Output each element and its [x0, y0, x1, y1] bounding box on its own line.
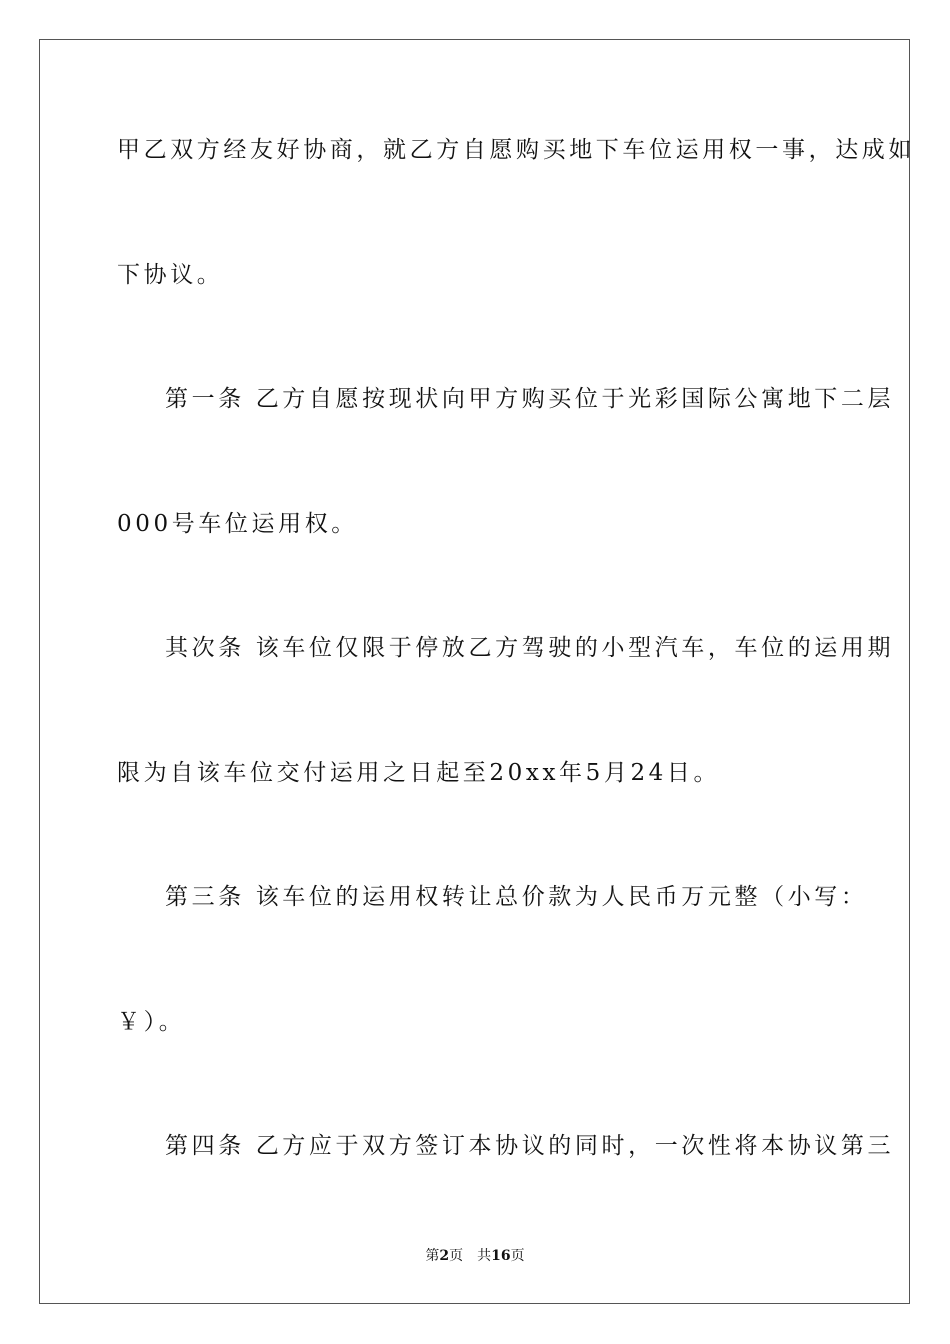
page-number: 2 — [439, 1248, 450, 1264]
total-pages-indicator: 共16页 — [477, 1248, 525, 1264]
paragraph-line: 下协议。 — [117, 262, 224, 288]
page-footer — [0, 1246, 950, 1266]
article-2-line: 其次条 该车位仅限于停放乙方驾驶的小型汽车，车位的运用期 — [165, 635, 895, 661]
article-1-line: 第一条 乙方自愿按现状向甲方购买位于光彩国际公寓地下二层 — [165, 386, 895, 412]
article-3-line: 第三条 该车位的运用权转让总价款为人民币万元整（小写： — [165, 884, 868, 910]
paragraph-line: 限为自该车位交付运用之日起至20xx年5月24日。 — [117, 760, 721, 786]
page-frame — [39, 39, 915, 1304]
paragraph-line: 000号车位运用权。 — [117, 511, 358, 537]
article-4-line: 第四条 乙方应于双方签订本协议的同时，一次性将本协议第三 — [165, 1133, 895, 1159]
paragraph-line: ￥）。 — [117, 1009, 186, 1035]
total-pages: 16 — [491, 1248, 511, 1264]
paragraph-line: 甲乙双方经友好协商，就乙方自愿购买地下车位运用权一事，达成如 — [117, 137, 915, 163]
page-indicator: 第2页 — [425, 1248, 464, 1264]
